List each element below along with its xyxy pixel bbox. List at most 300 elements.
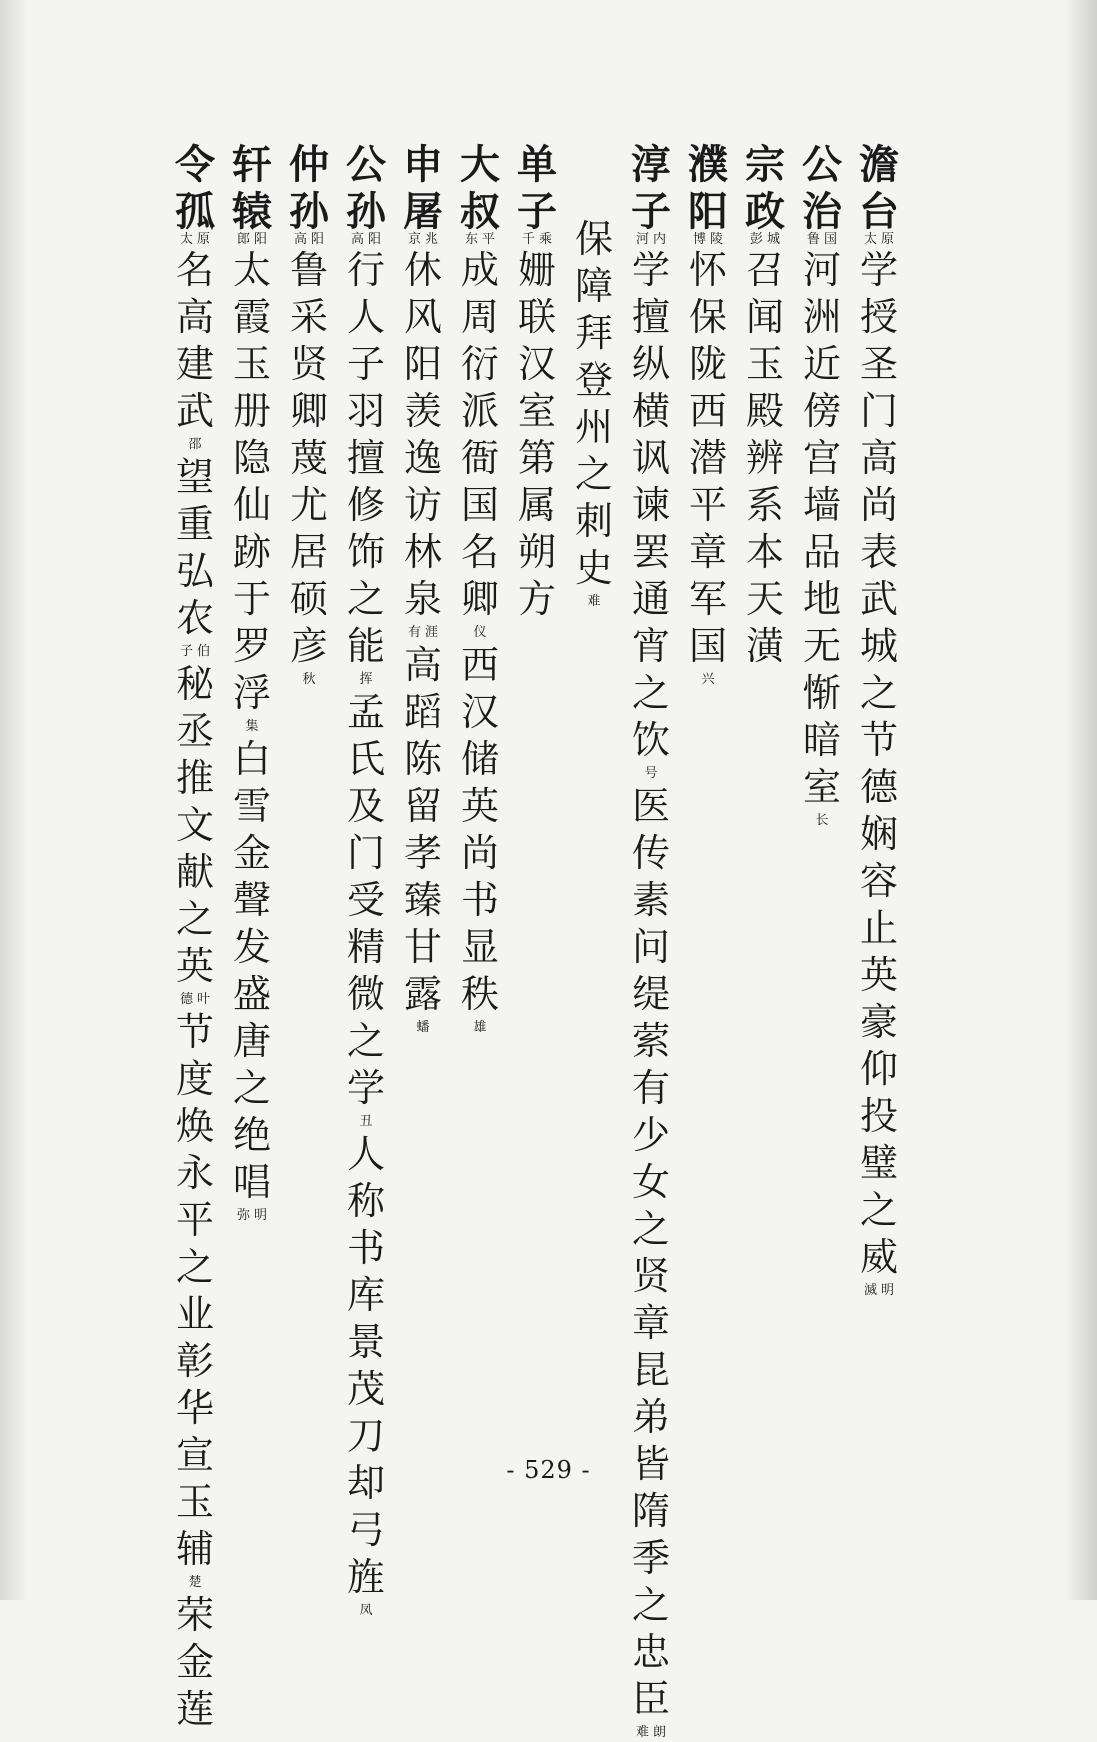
verse-char: 州 bbox=[574, 405, 613, 449]
verse-char: 辨 bbox=[745, 436, 784, 480]
verse-char: 少 bbox=[631, 1113, 670, 1157]
surname-char: 治 bbox=[802, 189, 842, 235]
verse-char: 跡 bbox=[232, 530, 271, 574]
verse-char: 之 bbox=[232, 1066, 271, 1110]
verse-column bbox=[226, 232, 278, 1225]
verse-char: 荣 bbox=[175, 1593, 214, 1637]
verse-char: 尤 bbox=[289, 483, 328, 527]
verse-char: 甘 bbox=[403, 925, 442, 969]
verse-char: 书 bbox=[460, 878, 499, 922]
verse-column bbox=[568, 216, 620, 611]
verse-segment bbox=[404, 247, 442, 623]
verse-char: 城 bbox=[859, 624, 898, 668]
verse-column bbox=[796, 232, 848, 830]
annotation-char: 内 bbox=[653, 232, 667, 247]
column-entry bbox=[169, 0, 221, 1731]
verse-char: 地 bbox=[802, 577, 841, 621]
verse-char: 之 bbox=[631, 1583, 670, 1627]
annotation-char: 明 bbox=[254, 1208, 268, 1223]
verse-char: 永 bbox=[175, 1151, 214, 1195]
verse-char: 弟 bbox=[631, 1395, 670, 1439]
verse-char: 人 bbox=[346, 295, 385, 339]
verse-char: 纵 bbox=[631, 342, 670, 386]
verse-char: 英 bbox=[175, 944, 214, 988]
verse-char: 章 bbox=[631, 1301, 670, 1345]
verse-char: 河 bbox=[802, 248, 841, 292]
column-entry bbox=[283, 0, 335, 1600]
verse-char: 丞 bbox=[175, 709, 214, 753]
annotation bbox=[473, 1020, 486, 1035]
annotation-char: 朗 bbox=[653, 1725, 667, 1740]
verse-char: 仙 bbox=[232, 483, 271, 527]
annotation-char: 彭 bbox=[749, 232, 763, 247]
verse-char: 横 bbox=[631, 389, 670, 433]
verse-char: 卿 bbox=[460, 577, 499, 621]
annotation-char: 有 bbox=[407, 625, 421, 640]
annotation-char: 雄 bbox=[473, 1020, 487, 1035]
verse-char: 业 bbox=[175, 1292, 214, 1336]
verse-char: 潢 bbox=[745, 624, 784, 668]
column-entry bbox=[454, 0, 506, 1600]
verse-char: 发 bbox=[232, 925, 271, 969]
annotation bbox=[359, 1114, 372, 1129]
verse-char: 称 bbox=[346, 1179, 385, 1223]
annotation bbox=[408, 232, 438, 247]
verse-char: 高 bbox=[175, 295, 214, 339]
verse-char: 学 bbox=[631, 248, 670, 292]
surname-char: 孙 bbox=[289, 189, 329, 235]
column-entry bbox=[796, 0, 848, 1600]
verse-char: 氏 bbox=[346, 737, 385, 781]
verse-char: 莲 bbox=[175, 1687, 214, 1731]
annotation bbox=[180, 232, 210, 247]
verse-char: 农 bbox=[175, 596, 214, 640]
verse-char: 焕 bbox=[175, 1104, 214, 1148]
verse-char: 霞 bbox=[232, 295, 271, 339]
verse-char: 之 bbox=[859, 1188, 898, 1232]
verse-char: 微 bbox=[346, 972, 385, 1016]
verse-char: 之 bbox=[631, 1207, 670, 1251]
verse-column bbox=[397, 232, 449, 1037]
verse-char: 平 bbox=[175, 1198, 214, 1242]
verse-segment bbox=[176, 661, 214, 990]
annotation-char: 太 bbox=[179, 232, 193, 247]
verse-char: 尚 bbox=[460, 831, 499, 875]
verse-char: 圣 bbox=[859, 342, 898, 386]
verse-char: 暗 bbox=[802, 718, 841, 762]
annotation bbox=[237, 1208, 267, 1223]
column-entry bbox=[226, 0, 278, 1600]
verse-char: 国 bbox=[688, 624, 727, 668]
verse-char: 露 bbox=[403, 972, 442, 1016]
verse-char: 西 bbox=[460, 643, 499, 687]
annotation-char: 难 bbox=[635, 1725, 649, 1740]
surname-char: 单 bbox=[517, 142, 557, 188]
verse-char: 汉 bbox=[460, 690, 499, 734]
annotation-char: 京 bbox=[407, 232, 421, 247]
verse-char: 臻 bbox=[403, 878, 442, 922]
verse-char: 史 bbox=[574, 546, 613, 590]
verse-char: 门 bbox=[346, 831, 385, 875]
verse-char: 隋 bbox=[631, 1489, 670, 1533]
verse-char: 人 bbox=[346, 1132, 385, 1176]
verse-char: 太 bbox=[232, 248, 271, 292]
verse-char: 擅 bbox=[631, 295, 670, 339]
verse-char: 刺 bbox=[574, 499, 613, 543]
surname-char: 屠 bbox=[403, 189, 443, 235]
surname-char: 子 bbox=[517, 189, 557, 235]
verse-char: 皆 bbox=[631, 1442, 670, 1486]
verse-char: 保 bbox=[688, 295, 727, 339]
verse-segment bbox=[404, 642, 442, 1018]
verse-char: 武 bbox=[175, 389, 214, 433]
verse-char: 罗 bbox=[232, 624, 271, 668]
verse-char: 朔 bbox=[517, 530, 556, 574]
verse-char: 系 bbox=[745, 483, 784, 527]
column-entry bbox=[340, 0, 392, 1618]
surname-char: 辕 bbox=[232, 189, 272, 235]
surname-char: 孙 bbox=[346, 189, 386, 235]
surname-char: 公 bbox=[802, 142, 842, 188]
verse-char: 怀 bbox=[688, 248, 727, 292]
annotation bbox=[294, 232, 324, 247]
verse-char: 白 bbox=[232, 737, 271, 781]
verse-char: 第 bbox=[517, 436, 556, 480]
verse-char: 衙 bbox=[460, 436, 499, 480]
verse-char: 殿 bbox=[745, 389, 784, 433]
verse-char: 修 bbox=[346, 483, 385, 527]
verse-char: 玉 bbox=[745, 342, 784, 386]
verse-char: 障 bbox=[574, 264, 613, 308]
verse-char: 派 bbox=[460, 389, 499, 433]
verse-char: 成 bbox=[460, 248, 499, 292]
surname-char: 澹 bbox=[859, 142, 899, 188]
surname-heading bbox=[283, 142, 335, 236]
verse-segment bbox=[233, 736, 271, 1206]
verse-char: 华 bbox=[175, 1386, 214, 1430]
surname-char: 申 bbox=[403, 142, 443, 188]
verse-segment bbox=[347, 689, 385, 1112]
annotation bbox=[750, 232, 780, 247]
verse-char: 盛 bbox=[232, 972, 271, 1016]
verse-char: 傍 bbox=[802, 389, 841, 433]
verse-char: 卿 bbox=[289, 389, 328, 433]
verse-char: 召 bbox=[745, 248, 784, 292]
annotation-char: 原 bbox=[197, 232, 211, 247]
verse-char: 高 bbox=[859, 436, 898, 480]
verse-char: 书 bbox=[346, 1226, 385, 1270]
verse-char: 唐 bbox=[232, 1019, 271, 1063]
verse-char: 拜 bbox=[574, 311, 613, 355]
verse-char: 鲁 bbox=[289, 248, 328, 292]
verse-char: 浮 bbox=[232, 671, 271, 715]
annotation-char: 凤 bbox=[359, 1603, 373, 1618]
verse-char: 方 bbox=[517, 577, 556, 621]
verse-char: 于 bbox=[232, 577, 271, 621]
verse-segment bbox=[461, 642, 499, 1018]
verse-char: 之 bbox=[859, 671, 898, 715]
verse-char: 威 bbox=[859, 1235, 898, 1279]
annotation-char: 东 bbox=[464, 232, 478, 247]
verse-char: 及 bbox=[346, 784, 385, 828]
annotation-char: 蟠 bbox=[416, 1020, 430, 1035]
verse-char: 英 bbox=[460, 784, 499, 828]
verse-char: 辅 bbox=[175, 1527, 214, 1571]
annotation-char: 兴 bbox=[701, 672, 715, 687]
annotation bbox=[188, 1575, 201, 1590]
annotation-char: 涯 bbox=[425, 625, 439, 640]
verse-char: 金 bbox=[232, 831, 271, 875]
verse-char: 聲 bbox=[232, 878, 271, 922]
verse-char: 旌 bbox=[346, 1555, 385, 1599]
verse-char: 彦 bbox=[289, 624, 328, 668]
verse-char: 采 bbox=[289, 295, 328, 339]
verse-char: 文 bbox=[175, 803, 214, 847]
surname-char: 淳 bbox=[631, 142, 671, 188]
verse-char: 休 bbox=[403, 248, 442, 292]
surname-char: 公 bbox=[346, 142, 386, 188]
column-entry bbox=[397, 0, 449, 1600]
verse-char: 玉 bbox=[175, 1480, 214, 1524]
verse-column bbox=[454, 232, 506, 1037]
verse-char: 投 bbox=[859, 1094, 898, 1138]
verse-char: 姗 bbox=[517, 248, 556, 292]
verse-char: 刀 bbox=[346, 1414, 385, 1458]
annotation-char: 鲁 bbox=[806, 232, 820, 247]
verse-char: 之 bbox=[175, 1245, 214, 1289]
annotation-char: 高 bbox=[350, 232, 364, 247]
annotation-char: 明 bbox=[881, 1283, 895, 1298]
surname-char: 阳 bbox=[688, 189, 728, 235]
annotation-char: 阳 bbox=[311, 232, 325, 247]
annotation-char: 高 bbox=[293, 232, 307, 247]
verse-char: 讽 bbox=[631, 436, 670, 480]
verse-char: 谏 bbox=[631, 483, 670, 527]
surname-heading bbox=[739, 142, 791, 236]
surname-char: 叔 bbox=[460, 189, 500, 235]
column-entry bbox=[682, 0, 734, 1600]
verse-char: 宵 bbox=[631, 624, 670, 668]
verse-char: 表 bbox=[859, 530, 898, 574]
verse-char: 泉 bbox=[403, 577, 442, 621]
annotation bbox=[245, 719, 258, 734]
verse-char: 显 bbox=[460, 925, 499, 969]
verse-char: 品 bbox=[802, 530, 841, 574]
annotation-char: 千 bbox=[521, 232, 535, 247]
verse-char: 臣 bbox=[631, 1677, 670, 1721]
verse-segment bbox=[461, 247, 499, 623]
verse-char: 彰 bbox=[175, 1339, 214, 1383]
verse-segment bbox=[176, 247, 214, 435]
verse-char: 蔑 bbox=[289, 436, 328, 480]
verse-segment bbox=[176, 1592, 214, 1733]
verse-char: 西 bbox=[688, 389, 727, 433]
verse-segment bbox=[233, 247, 271, 717]
verse-char: 能 bbox=[346, 624, 385, 668]
verse-char: 饮 bbox=[631, 718, 670, 762]
verse-char: 学 bbox=[859, 248, 898, 292]
column-entry bbox=[625, 0, 677, 1740]
verse-char: 季 bbox=[631, 1536, 670, 1580]
verse-char: 节 bbox=[175, 1010, 214, 1054]
page-number: - 529 - bbox=[506, 1456, 591, 1484]
verse-segment bbox=[347, 247, 385, 670]
verse-char: 建 bbox=[175, 342, 214, 386]
annotation-char: 德 bbox=[179, 992, 193, 1007]
annotation bbox=[864, 1283, 894, 1298]
annotation-char: 陵 bbox=[710, 232, 724, 247]
verse-char: 弓 bbox=[346, 1508, 385, 1552]
annotation bbox=[180, 992, 210, 1007]
verse-char: 羡 bbox=[403, 389, 442, 433]
verse-char: 弘 bbox=[175, 549, 214, 593]
verse-char: 逸 bbox=[403, 436, 442, 480]
verse-char: 之 bbox=[175, 897, 214, 941]
verse-segment bbox=[176, 1009, 214, 1573]
verse-char: 英 bbox=[859, 953, 898, 997]
annotation bbox=[587, 594, 600, 609]
annotation bbox=[416, 1020, 429, 1035]
verse-char: 雪 bbox=[232, 784, 271, 828]
verse-segment bbox=[575, 216, 613, 592]
annotation-char: 叶 bbox=[197, 992, 211, 1007]
verse-char: 德 bbox=[859, 765, 898, 809]
verse-char: 宣 bbox=[175, 1433, 214, 1477]
verse-column bbox=[340, 232, 392, 1620]
verse-column bbox=[853, 232, 905, 1300]
verse-char: 保 bbox=[574, 217, 613, 261]
annotation-char: 难 bbox=[587, 594, 601, 609]
verse-char: 璧 bbox=[859, 1141, 898, 1185]
verse-char: 册 bbox=[232, 389, 271, 433]
surname-heading bbox=[682, 142, 734, 236]
annotation-char: 城 bbox=[767, 232, 781, 247]
verse-char: 玉 bbox=[232, 342, 271, 386]
verse-char: 贤 bbox=[631, 1254, 670, 1298]
surname-heading bbox=[397, 142, 449, 236]
verse-char: 之 bbox=[346, 1019, 385, 1063]
column-entry bbox=[739, 0, 791, 1600]
verse-char: 子 bbox=[346, 342, 385, 386]
verse-char: 门 bbox=[859, 389, 898, 433]
verse-char: 衍 bbox=[460, 342, 499, 386]
verse-segment bbox=[803, 247, 841, 811]
verse-char: 贤 bbox=[289, 342, 328, 386]
verse-segment bbox=[347, 1131, 385, 1601]
annotation bbox=[522, 232, 552, 247]
verse-char: 无 bbox=[802, 624, 841, 668]
verse-char: 国 bbox=[460, 483, 499, 527]
annotation-char: 楚 bbox=[188, 1575, 202, 1590]
verse-char: 近 bbox=[802, 342, 841, 386]
verse-char: 高 bbox=[403, 643, 442, 687]
verse-segment bbox=[176, 454, 214, 642]
column-entry bbox=[568, 0, 620, 1600]
annotation-char: 阳 bbox=[368, 232, 382, 247]
annotation-char: 邵 bbox=[188, 437, 202, 452]
annotation-char: 阳 bbox=[254, 232, 268, 247]
verse-char: 天 bbox=[745, 577, 784, 621]
verse-char: 节 bbox=[859, 718, 898, 762]
verse-segment bbox=[518, 247, 556, 623]
surname-char: 令 bbox=[175, 142, 215, 188]
verse-column bbox=[283, 232, 335, 689]
annotation bbox=[864, 232, 894, 247]
annotation-char: 子 bbox=[179, 644, 193, 659]
verse-segment bbox=[290, 247, 328, 670]
surname-heading bbox=[226, 142, 278, 236]
verse-char: 访 bbox=[403, 483, 442, 527]
verse-char: 仰 bbox=[859, 1047, 898, 1091]
verse-char: 闻 bbox=[745, 295, 784, 339]
annotation bbox=[237, 232, 267, 247]
surname-char: 大 bbox=[460, 142, 500, 188]
annotation bbox=[465, 232, 495, 247]
verse-char: 周 bbox=[460, 295, 499, 339]
verse-char: 学 bbox=[346, 1066, 385, 1110]
annotation-char: 丑 bbox=[359, 1114, 373, 1129]
verse-char: 景 bbox=[346, 1320, 385, 1364]
annotation bbox=[636, 232, 666, 247]
verse-char: 金 bbox=[175, 1640, 214, 1684]
verse-char: 名 bbox=[460, 530, 499, 574]
surname-char: 子 bbox=[631, 189, 671, 235]
surname-char: 台 bbox=[859, 189, 899, 235]
verse-char: 孟 bbox=[346, 690, 385, 734]
verse-char: 蹈 bbox=[403, 690, 442, 734]
verse-char: 平 bbox=[688, 483, 727, 527]
verse-char: 留 bbox=[403, 784, 442, 828]
verse-char: 居 bbox=[289, 530, 328, 574]
annotation-char: 乘 bbox=[539, 232, 553, 247]
verse-segment bbox=[860, 247, 898, 1281]
verse-char: 羽 bbox=[346, 389, 385, 433]
verse-char: 萦 bbox=[631, 1019, 670, 1063]
verse-char: 望 bbox=[175, 455, 214, 499]
verse-column bbox=[169, 232, 221, 1733]
surname-heading bbox=[340, 142, 392, 236]
annotation-char: 平 bbox=[482, 232, 496, 247]
verse-char: 储 bbox=[460, 737, 499, 781]
verse-segment bbox=[689, 247, 727, 670]
verse-char: 娴 bbox=[859, 812, 898, 856]
annotation bbox=[408, 625, 438, 640]
verse-char: 行 bbox=[346, 248, 385, 292]
verse-column bbox=[739, 232, 791, 670]
annotation bbox=[473, 625, 486, 640]
verse-segment bbox=[632, 247, 670, 764]
annotation bbox=[807, 232, 837, 247]
verse-char: 授 bbox=[859, 295, 898, 339]
verse-char: 有 bbox=[631, 1066, 670, 1110]
annotation bbox=[693, 232, 723, 247]
verse-char: 受 bbox=[346, 878, 385, 922]
verse-char: 武 bbox=[859, 577, 898, 621]
annotation-char: 长 bbox=[815, 813, 829, 828]
verse-char: 秩 bbox=[460, 972, 499, 1016]
verse-char: 豪 bbox=[859, 1000, 898, 1044]
verse-char: 秘 bbox=[175, 662, 214, 706]
surname-char: 濮 bbox=[688, 142, 728, 188]
verse-char: 风 bbox=[403, 295, 442, 339]
verse-char: 唱 bbox=[232, 1160, 271, 1204]
verse-char: 属 bbox=[517, 483, 556, 527]
verse-char: 陇 bbox=[688, 342, 727, 386]
verse-char: 罢 bbox=[631, 530, 670, 574]
surname-char: 轩 bbox=[232, 142, 272, 188]
annotation bbox=[359, 672, 372, 687]
verse-char: 之 bbox=[631, 671, 670, 715]
